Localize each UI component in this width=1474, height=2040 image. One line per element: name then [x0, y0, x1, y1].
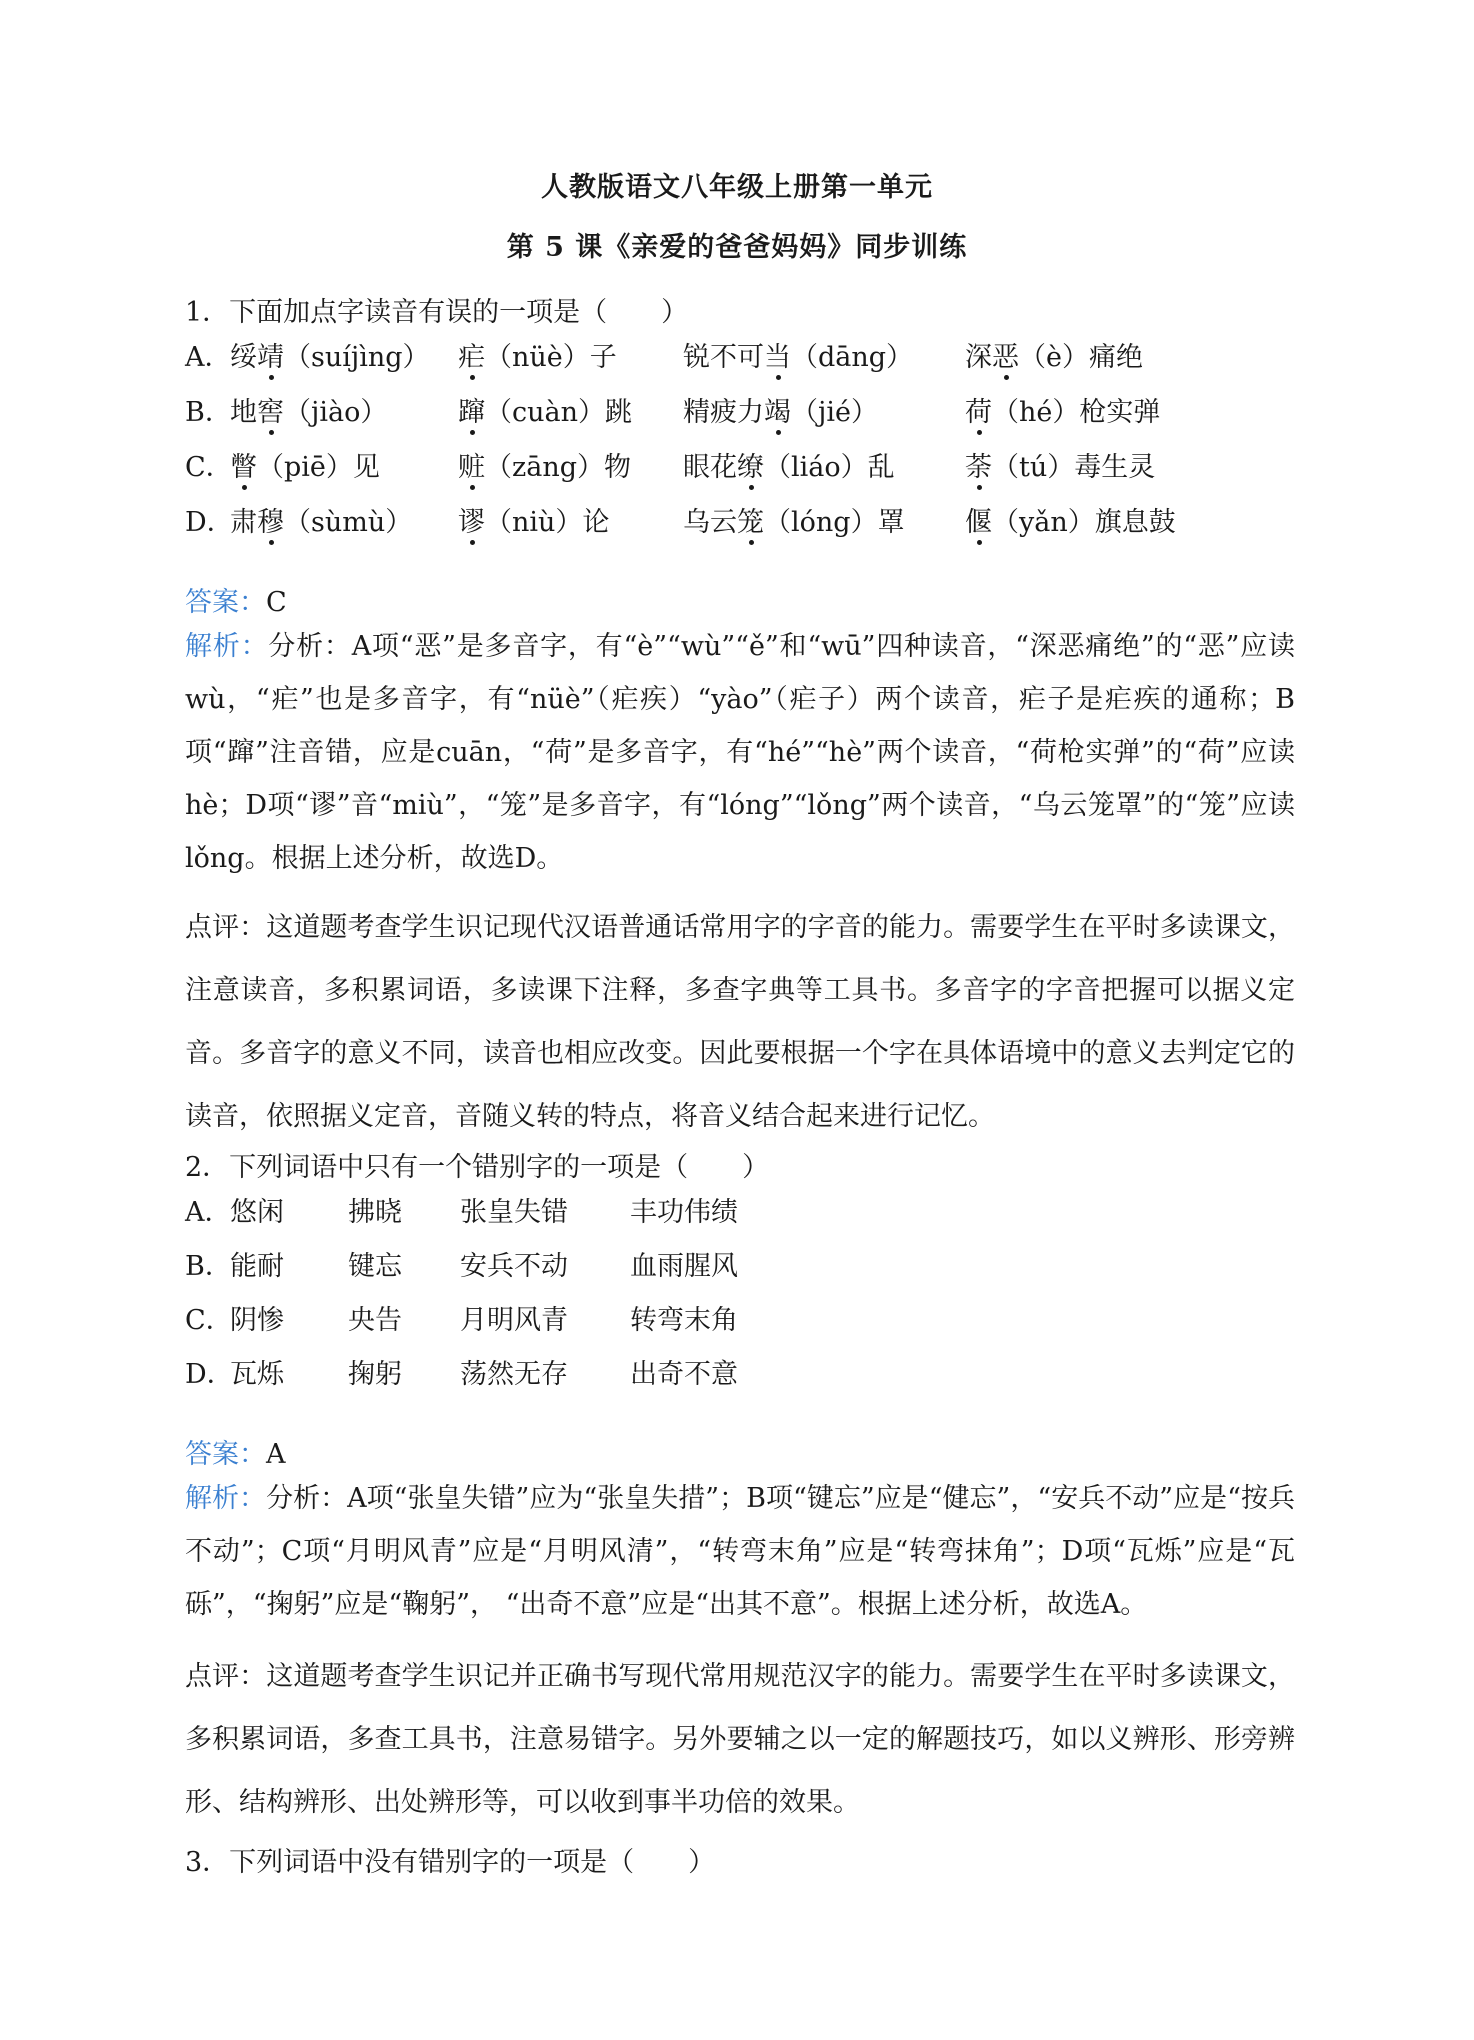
dotted-character: 偃: [965, 507, 992, 538]
option-item: [230, 335, 430, 374]
option-word: 血雨腥风: [630, 1251, 738, 1282]
option-word: 拂晓: [348, 1197, 402, 1228]
dotted-character: 窖: [257, 397, 284, 428]
option-label: B．: [185, 397, 232, 428]
option-item: [965, 335, 1143, 374]
option-item: [965, 445, 1155, 484]
option-word: 出奇不意: [630, 1359, 738, 1390]
item-prefix: 锐不可: [683, 342, 764, 373]
option-label: A．: [185, 342, 232, 373]
item-pinyin: （nüè）子: [485, 342, 617, 373]
option-word: 转弯末角: [630, 1305, 738, 1336]
item-pinyin: （hé）枪实弹: [992, 397, 1161, 428]
option-item: [683, 445, 895, 484]
option-word: 能耐: [230, 1251, 284, 1282]
option-item: [230, 500, 412, 539]
item-pinyin: （jiào）: [284, 397, 388, 428]
option-label: B．: [185, 1251, 232, 1282]
analysis-text: 分析：A项“恶”是多音字，有“è”“wù”“ě”和“wū”四种读音，“深恶痛绝”的“恶”应读wù，“疟”也是多音字，有“nüè”（疟疾）“yào”（疟子）两个读音，疟子是疟疾的通称；B项“蹿”注音错，应是cuān，“荷”是多音字，有“hé”“hè”两个读音，“荷枪实弹”的“荷”应读hè；D项“谬”音“miù”，“笼”是多音字，有“lóng”“lǒng”两个读音，“乌云笼罩”的“笼”应读lǒng。根据上述分析，故选D。: [185, 631, 1295, 874]
option-word: 瓦烁: [230, 1359, 284, 1390]
item-prefix: 精疲力: [683, 397, 764, 428]
option-item: [965, 390, 1160, 429]
option-word: 阴惨: [230, 1305, 284, 1336]
dotted-character: 荷: [965, 397, 992, 428]
dotted-character: 竭: [764, 397, 791, 428]
item-pinyin: （yǎn）旗息鼓: [992, 507, 1176, 538]
option-item: [230, 390, 387, 429]
item-pinyin: （sùmù）: [284, 507, 413, 538]
option-word: 悠闲: [230, 1197, 284, 1228]
dotted-character: 疟: [458, 342, 485, 373]
question-1-analysis: [185, 620, 1295, 885]
option-item: [458, 390, 632, 429]
item-pinyin: （niù）论: [485, 507, 610, 538]
dotted-character: 缭: [737, 452, 764, 483]
item-pinyin: （jié）: [791, 397, 878, 428]
option-word: 键忘: [348, 1251, 402, 1282]
dotted-character: 穆: [257, 507, 284, 538]
dotted-character: 当: [764, 342, 791, 373]
question-2-comment: 点评：这道题考查学生识记并正确书写现代常用规范汉字的能力。需要学生在平时多读课文，多积累词语，多查工具书，注意易错字。另外要辅之以一定的解题技巧，如以义辨形、形旁辨形、结构辨形、出处辨形等，可以收到事半功倍的效果。: [185, 1661, 1295, 1818]
item-pinyin: （piē）见: [257, 452, 380, 483]
item-pinyin: （dāng）: [791, 342, 914, 373]
question-1-comment: 点评：这道题考查学生识记现代汉语普通话常用字的字音的能力。需要学生在平时多读课文，注意读音，多积累词语，多读课下注释，多查字典等工具书。多音字的字音把握可以据义定音。多音字的意义不同，读音也相应改变。因此要根据一个字在具体语境中的意义去判定它的读音，依照据义定音，音随义转的特点，将音义结合起来进行记忆。: [185, 912, 1295, 1132]
item-pinyin: （zāng）物: [485, 452, 631, 483]
analysis-label: 解析：: [185, 631, 269, 662]
option-word: 张皇失错: [460, 1197, 568, 1228]
question-2-answer: [185, 1432, 286, 1471]
option-item: [458, 445, 631, 484]
answer-value: A: [266, 1439, 286, 1470]
dotted-character: 靖: [257, 342, 284, 373]
dotted-character: 恶: [992, 342, 1019, 373]
option-word: 央告: [348, 1305, 402, 1336]
item-prefix: 地: [230, 397, 257, 428]
option-word: 月明风青: [460, 1305, 568, 1336]
item-prefix: 肃: [230, 507, 257, 538]
item-prefix: 乌云: [683, 507, 737, 538]
option-label: D．: [185, 1359, 234, 1390]
dotted-character: 瞥: [230, 452, 257, 483]
question-2-stem: 2．下列词语中只有一个错别字的一项是（ ）: [185, 1152, 770, 1183]
question-2-analysis: [185, 1472, 1295, 1631]
answer-label: 答案：: [185, 1439, 266, 1470]
item-pinyin: （liáo）乱: [764, 452, 895, 483]
option-label: A．: [185, 1197, 232, 1228]
option-label: C．: [185, 1305, 233, 1336]
option-item: [683, 335, 913, 374]
question-1-stem: 1．下面加点字读音有误的一项是（ ）: [185, 297, 689, 328]
analysis-text: 分析：A项“张皇失错”应为“张皇失措”；B项“键忘”应是“健忘”，“安兵不动”应是“按兵不动”；C项“月明风青”应是“月明风清”，“转弯末角”应是“转弯抹角”；D项“瓦烁”应是“瓦砾”，“掬躬”应是“鞠躬”， “出奇不意”应是“出其不意”。根据上述分析，故选A。: [185, 1483, 1295, 1620]
answer-value: C: [266, 587, 287, 618]
answer-label: 答案：: [185, 587, 266, 618]
option-item: [230, 445, 380, 484]
item-prefix: 眼花: [683, 452, 737, 483]
option-item: [683, 500, 905, 539]
item-prefix: 深: [965, 342, 992, 373]
analysis-label: 解析：: [185, 1483, 267, 1514]
dotted-character: 赃: [458, 452, 485, 483]
option-label: D．: [185, 507, 234, 538]
dotted-character: 笼: [737, 507, 764, 538]
item-pinyin: （suíjìng）: [284, 342, 430, 373]
item-pinyin: （lóng）罩: [764, 507, 905, 538]
option-label: C．: [185, 452, 233, 483]
question-3-stem: 3．下列词语中没有错别字的一项是（ ）: [185, 1847, 716, 1878]
item-prefix: 绥: [230, 342, 257, 373]
option-item: [458, 500, 609, 539]
option-item: [458, 335, 617, 374]
option-word: 丰功伟绩: [630, 1197, 738, 1228]
item-pinyin: （è）痛绝: [1019, 342, 1143, 373]
dotted-character: 蹿: [458, 397, 485, 428]
option-word: 掬躬: [348, 1359, 402, 1390]
lesson-title: 第 5 课《亲爱的爸爸妈妈》同步训练: [506, 232, 968, 263]
item-pinyin: （cuàn）跳: [485, 397, 632, 428]
option-item: [683, 390, 878, 429]
question-1-answer: [185, 580, 287, 619]
dotted-character: 荼: [965, 452, 992, 483]
option-word: 安兵不动: [460, 1251, 568, 1282]
option-item: [965, 500, 1176, 539]
item-pinyin: （tú）毒生灵: [992, 452, 1156, 483]
document-title: 人教版语文八年级上册第一单元: [541, 172, 933, 203]
option-word: 荡然无存: [460, 1359, 568, 1390]
dotted-character: 谬: [458, 507, 485, 538]
